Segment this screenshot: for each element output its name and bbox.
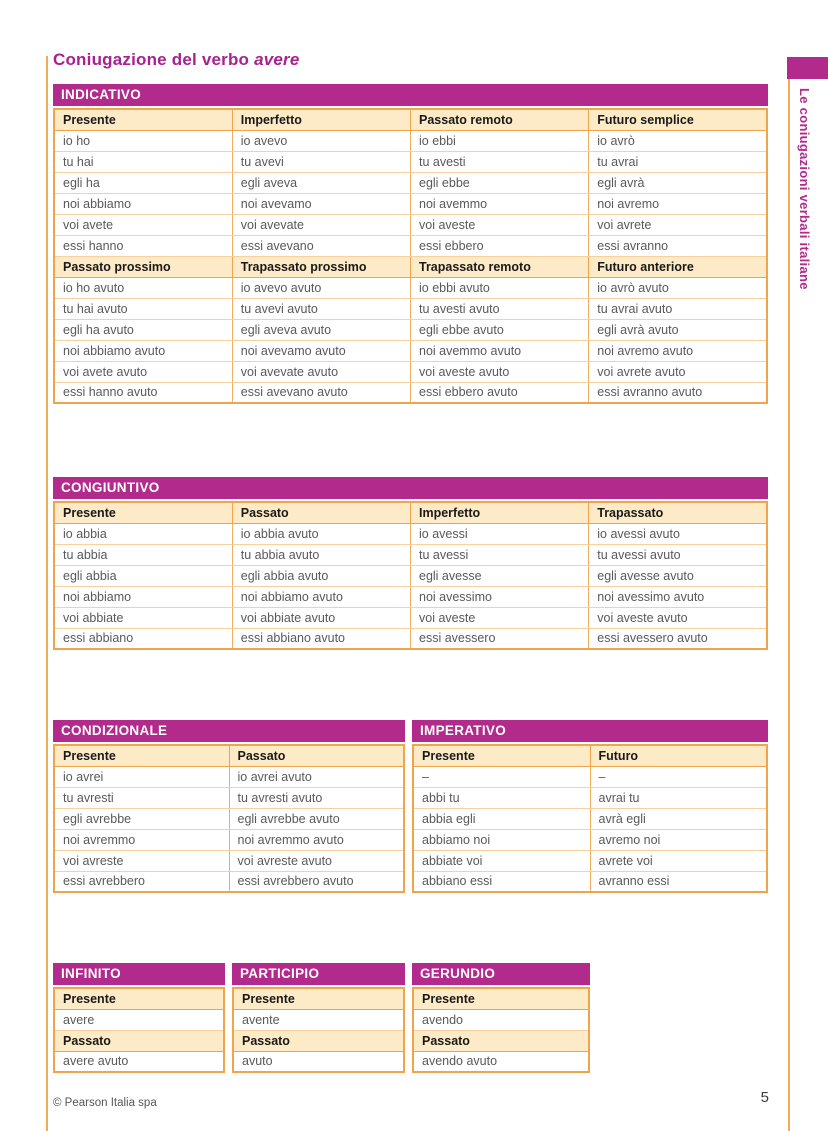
conjugation-grid-infinito <box>53 987 225 1073</box>
table-cell: voi aveste <box>411 214 589 235</box>
table-cell: voi avevate <box>232 214 410 235</box>
column-header: Presente <box>413 988 589 1009</box>
table-row <box>413 850 767 871</box>
table-cell: tu abbia <box>54 544 232 565</box>
table-cell: essi hanno <box>54 235 232 256</box>
table-cell: essi hanno avuto <box>54 382 232 403</box>
table-row <box>54 130 767 151</box>
table-cell: voi aveste avuto <box>411 361 589 382</box>
table-cell: io abbia <box>54 523 232 544</box>
table-title-infinito: INFINITO <box>53 963 225 985</box>
table-row <box>54 829 404 850</box>
column-header: Presente <box>54 988 224 1009</box>
table-row <box>413 808 767 829</box>
chapter-sidebar-label: Le coniugazioni verbali italiane <box>797 88 812 290</box>
column-header: Imperfetto <box>232 109 410 130</box>
column-header: Passato <box>233 1030 404 1051</box>
table-cell: io avrei avuto <box>229 766 404 787</box>
table-cell: tu avrai avuto <box>589 298 767 319</box>
table-row <box>413 766 767 787</box>
table-gerundio <box>412 963 590 1073</box>
table-cell: egli ha avuto <box>54 319 232 340</box>
table-row <box>54 808 404 829</box>
table-row <box>413 1009 589 1030</box>
table-cell: noi avemmo avuto <box>411 340 589 361</box>
column-header: Passato <box>54 1030 224 1051</box>
table-cell: voi avreste <box>54 850 229 871</box>
table-cell: voi abbiate <box>54 607 232 628</box>
conjugation-grid-gerundio <box>412 987 590 1073</box>
table-cell: avendo <box>413 1009 589 1030</box>
table-imperativo <box>412 720 768 893</box>
table-cell: avrà egli <box>590 808 767 829</box>
header-row <box>54 745 404 766</box>
table-cell: abbiate voi <box>413 850 590 871</box>
column-header: Trapassato <box>589 502 767 523</box>
table-title-condizionale: CONDIZIONALE <box>53 720 405 742</box>
table-cell: noi abbiamo avuto <box>54 340 232 361</box>
table-cell: avremo noi <box>590 829 767 850</box>
table-cell: essi ebbero avuto <box>411 382 589 403</box>
table-row <box>54 319 767 340</box>
table-cell: essi avessero <box>411 628 589 649</box>
table-row <box>54 628 767 649</box>
table-row <box>54 850 404 871</box>
table-cell: egli avrebbe <box>54 808 229 829</box>
table-cell: io ho avuto <box>54 277 232 298</box>
copyright-notice: © Pearson Italia spa <box>53 1097 157 1109</box>
table-title-imperativo: IMPERATIVO <box>412 720 768 742</box>
table-cell: egli ebbe <box>411 172 589 193</box>
column-header: Trapassato prossimo <box>232 256 410 277</box>
table-cell: egli avrà <box>589 172 767 193</box>
table-row <box>413 1051 589 1072</box>
table-row <box>54 871 404 892</box>
conjugation-grid-congiuntivo <box>53 501 768 650</box>
table-cell: essi ebbero <box>411 235 589 256</box>
table-row <box>54 787 404 808</box>
table-row <box>54 565 767 586</box>
table-cell: voi avrete avuto <box>589 361 767 382</box>
column-header: Presente <box>54 109 232 130</box>
table-row <box>54 361 767 382</box>
table-cell: voi avreste avuto <box>229 850 404 871</box>
table-row <box>54 193 767 214</box>
table-cell: io ebbi avuto <box>411 277 589 298</box>
column-header: Futuro semplice <box>589 109 767 130</box>
table-cell: noi avessimo <box>411 586 589 607</box>
table-cell: noi avevamo avuto <box>232 340 410 361</box>
column-header: Trapassato remoto <box>411 256 589 277</box>
column-header: Passato <box>229 745 404 766</box>
table-cell: egli aveva avuto <box>232 319 410 340</box>
table-cell: tu abbia avuto <box>232 544 410 565</box>
header-row <box>54 1030 224 1051</box>
table-cell: egli aveva <box>232 172 410 193</box>
table-cell: egli avesse avuto <box>589 565 767 586</box>
table-row <box>233 1051 404 1072</box>
table-cell: essi abbiano <box>54 628 232 649</box>
table-cell: – <box>590 766 767 787</box>
left-margin-rule <box>46 56 48 1131</box>
table-cell: voi avevate avuto <box>232 361 410 382</box>
table-row <box>54 298 767 319</box>
header-row <box>54 256 767 277</box>
table-cell: noi avevamo <box>232 193 410 214</box>
table-row <box>54 766 404 787</box>
table-row <box>413 787 767 808</box>
table-cell: essi avrebbero avuto <box>229 871 404 892</box>
table-cell: voi aveste <box>411 607 589 628</box>
column-header: Presente <box>54 745 229 766</box>
table-cell: egli avesse <box>411 565 589 586</box>
table-cell: io avessi <box>411 523 589 544</box>
page-title <box>53 50 300 70</box>
column-header: Presente <box>413 745 590 766</box>
table-row <box>54 151 767 172</box>
table-cell: avere <box>54 1009 224 1030</box>
table-cell: – <box>413 766 590 787</box>
column-header: Presente <box>54 502 232 523</box>
table-cell: io avessi avuto <box>589 523 767 544</box>
table-infinito <box>53 963 225 1073</box>
table-cell: essi abbiano avuto <box>232 628 410 649</box>
table-cell: noi avremo avuto <box>589 340 767 361</box>
table-cell: voi avete <box>54 214 232 235</box>
table-condizionale <box>53 720 405 893</box>
table-row <box>54 586 767 607</box>
page-title-prefix: Coniugazione del verbo <box>53 50 255 69</box>
table-cell: tu avevi <box>232 151 410 172</box>
header-row <box>54 109 767 130</box>
page-number: 5 <box>760 1089 769 1106</box>
table-cell: io avrei <box>54 766 229 787</box>
table-congiuntivo <box>53 477 768 650</box>
table-row <box>54 607 767 628</box>
table-row <box>54 340 767 361</box>
table-cell: voi avrete <box>589 214 767 235</box>
table-cell: noi avremo <box>589 193 767 214</box>
table-cell: avendo avuto <box>413 1051 589 1072</box>
table-row <box>54 1051 224 1072</box>
table-title-participio: PARTICIPIO <box>232 963 405 985</box>
table-cell: noi avremmo avuto <box>229 829 404 850</box>
table-cell: essi avranno avuto <box>589 382 767 403</box>
conjugation-grid-imperativo <box>412 744 768 893</box>
table-cell: egli abbia <box>54 565 232 586</box>
table-cell: tu avevi avuto <box>232 298 410 319</box>
table-cell: egli avrebbe avuto <box>229 808 404 829</box>
column-header: Passato prossimo <box>54 256 232 277</box>
table-title-congiuntivo: CONGIUNTIVO <box>53 477 768 499</box>
table-row <box>54 382 767 403</box>
column-header: Imperfetto <box>411 502 589 523</box>
column-header: Passato <box>413 1030 589 1051</box>
header-row <box>413 988 589 1009</box>
column-header: Passato <box>232 502 410 523</box>
table-row <box>54 523 767 544</box>
table-cell: essi avrebbero <box>54 871 229 892</box>
table-cell: voi abbiate avuto <box>232 607 410 628</box>
table-participio <box>232 963 405 1073</box>
header-row <box>54 502 767 523</box>
column-header: Futuro <box>590 745 767 766</box>
table-indicativo <box>53 84 768 404</box>
table-cell: essi avevano avuto <box>232 382 410 403</box>
table-row <box>413 829 767 850</box>
table-cell: noi avessimo avuto <box>589 586 767 607</box>
conjugation-grid-participio <box>232 987 405 1073</box>
table-cell: io ho <box>54 130 232 151</box>
column-header: Presente <box>233 988 404 1009</box>
table-row <box>233 1009 404 1030</box>
table-cell: avuto <box>233 1051 404 1072</box>
table-cell: avranno essi <box>590 871 767 892</box>
table-row <box>54 214 767 235</box>
table-cell: voi aveste avuto <box>589 607 767 628</box>
table-title-indicativo: INDICATIVO <box>53 84 768 106</box>
table-row <box>54 277 767 298</box>
table-cell: essi avranno <box>589 235 767 256</box>
table-cell: io avrò <box>589 130 767 151</box>
table-cell: noi abbiamo avuto <box>232 586 410 607</box>
table-cell: tu avesti <box>411 151 589 172</box>
table-row <box>54 1009 224 1030</box>
table-row <box>413 871 767 892</box>
conjugation-grid-condizionale <box>53 744 405 893</box>
table-cell: noi abbiamo <box>54 193 232 214</box>
table-cell: tu hai avuto <box>54 298 232 319</box>
table-cell: noi abbiamo <box>54 586 232 607</box>
table-cell: noi avemmo <box>411 193 589 214</box>
table-cell: egli ha <box>54 172 232 193</box>
table-cell: io avrò avuto <box>589 277 767 298</box>
chapter-tab-block <box>787 57 828 79</box>
table-cell: io ebbi <box>411 130 589 151</box>
table-cell: tu avresti <box>54 787 229 808</box>
table-cell: egli ebbe avuto <box>411 319 589 340</box>
header-row <box>233 1030 404 1051</box>
header-row <box>54 988 224 1009</box>
table-cell: voi avete avuto <box>54 361 232 382</box>
table-cell: avrai tu <box>590 787 767 808</box>
table-row <box>54 235 767 256</box>
table-cell: tu avessi <box>411 544 589 565</box>
table-cell: abbia egli <box>413 808 590 829</box>
page-title-verb: avere <box>254 50 300 69</box>
table-cell: avrete voi <box>590 850 767 871</box>
header-row <box>413 745 767 766</box>
table-cell: abbiamo noi <box>413 829 590 850</box>
table-cell: avere avuto <box>54 1051 224 1072</box>
table-cell: egli abbia avuto <box>232 565 410 586</box>
table-cell: tu avesti avuto <box>411 298 589 319</box>
table-cell: essi avevano <box>232 235 410 256</box>
table-cell: noi avremmo <box>54 829 229 850</box>
table-cell: avente <box>233 1009 404 1030</box>
table-cell: tu avresti avuto <box>229 787 404 808</box>
column-header: Futuro anteriore <box>589 256 767 277</box>
conjugation-grid-indicativo <box>53 108 768 404</box>
table-cell: io abbia avuto <box>232 523 410 544</box>
table-cell: abbi tu <box>413 787 590 808</box>
table-cell: tu hai <box>54 151 232 172</box>
table-cell: abbiano essi <box>413 871 590 892</box>
table-cell: io avevo <box>232 130 410 151</box>
table-cell: io avevo avuto <box>232 277 410 298</box>
table-cell: egli avrà avuto <box>589 319 767 340</box>
table-cell: tu avessi avuto <box>589 544 767 565</box>
column-header: Passato remoto <box>411 109 589 130</box>
header-row <box>413 1030 589 1051</box>
header-row <box>233 988 404 1009</box>
table-title-gerundio: GERUNDIO <box>412 963 590 985</box>
table-row <box>54 544 767 565</box>
table-cell: tu avrai <box>589 151 767 172</box>
table-cell: essi avessero avuto <box>589 628 767 649</box>
table-row <box>54 172 767 193</box>
